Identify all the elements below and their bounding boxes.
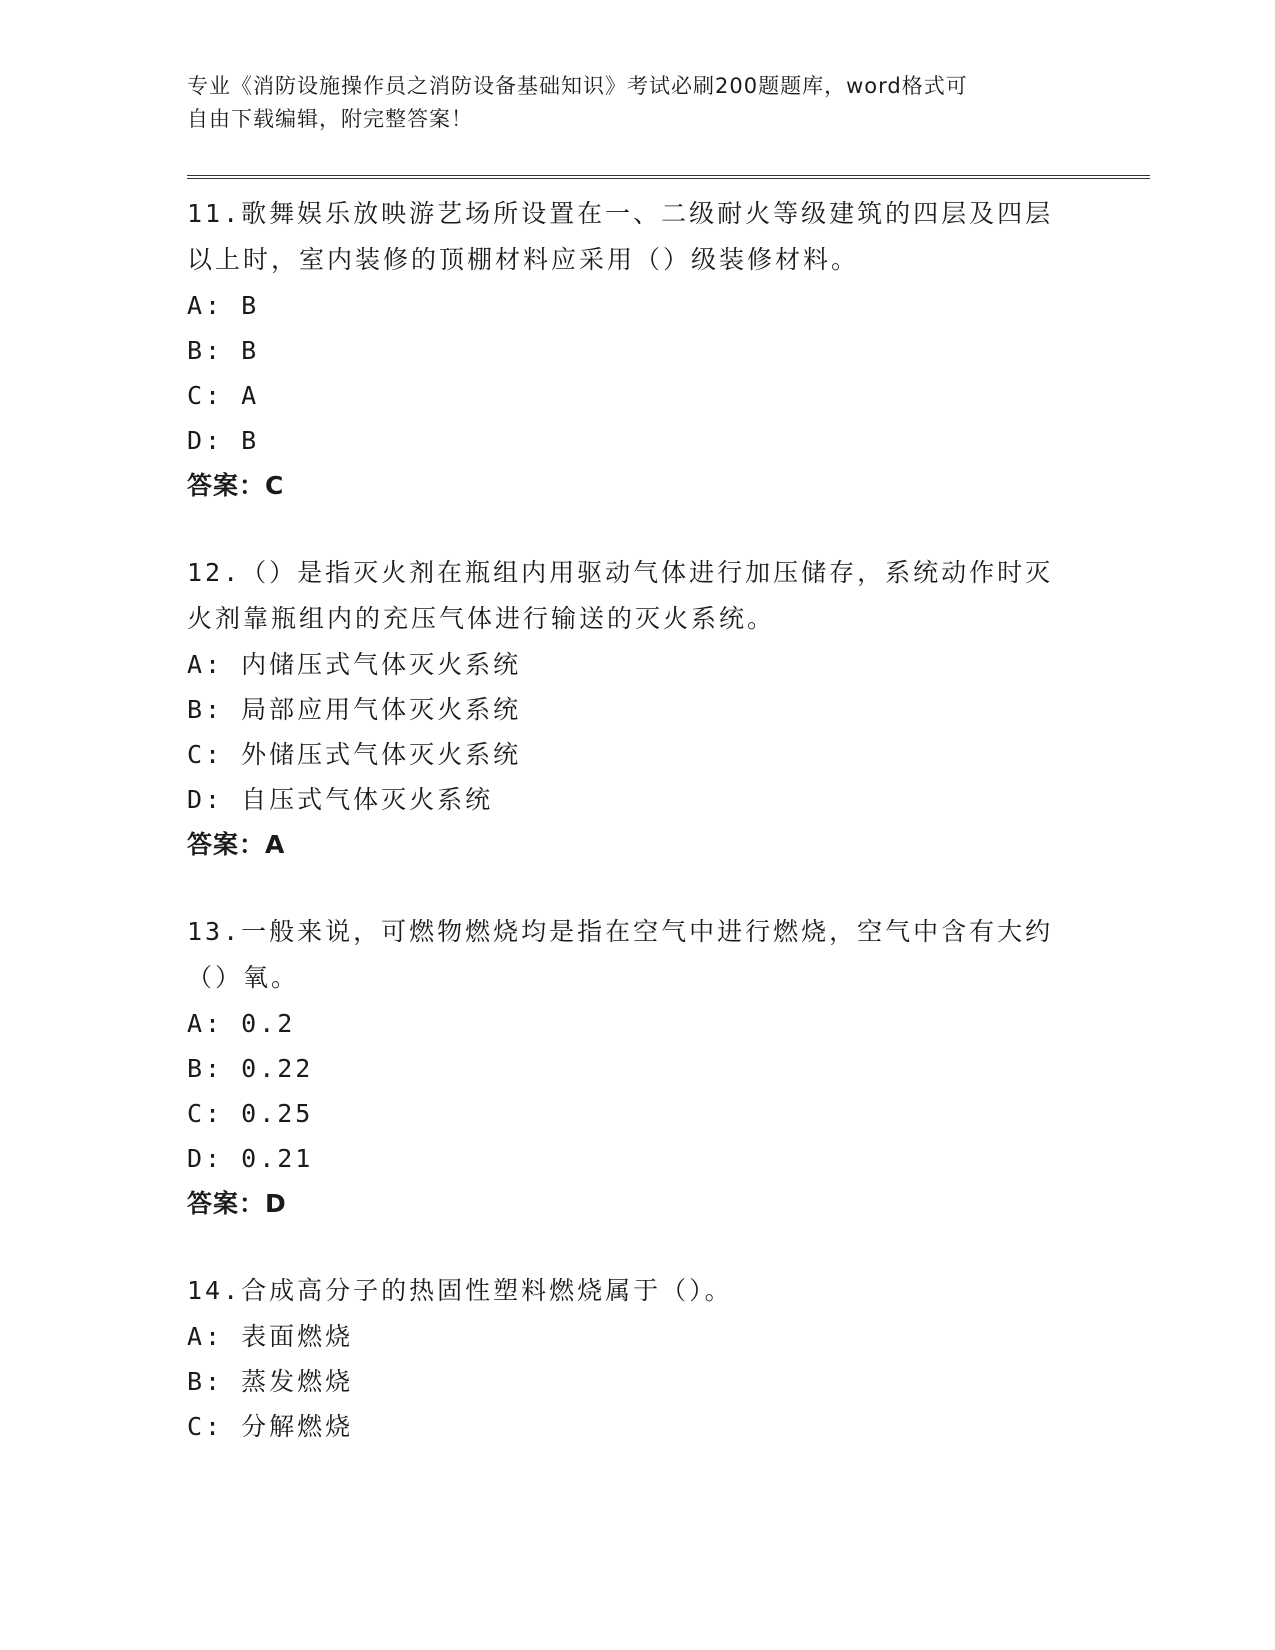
option-b: B: 蒸发燃烧: [187, 1367, 354, 1396]
question-11: [187, 191, 1087, 508]
option-c: C: 外储压式气体灭火系统: [187, 740, 522, 769]
question-stem: 13.一般来说，可燃物燃烧均是指在空气中进行燃烧，空气中含有大约: [187, 917, 1054, 946]
answer: 答案：A: [187, 830, 286, 859]
option-d: D: B: [187, 426, 260, 455]
answer: 答案：D: [187, 1189, 287, 1218]
question-14: [187, 1268, 1087, 1449]
option-a: A: 0.2: [187, 1009, 296, 1038]
document-page: [187, 70, 1087, 1449]
question-stem: 火剂靠瓶组内的充压气体进行输送的灭火系统。: [187, 604, 776, 633]
document-header: [187, 70, 1087, 136]
header-line: 专业《消防设施操作员之消防设备基础知识》考试必刷200题题库，word格式可: [187, 74, 968, 98]
question-stem: 12.（）是指灭火剂在瓶组内用驱动气体进行加压储存，系统动作时灭: [187, 558, 1054, 587]
option-d: D: 0.21: [187, 1144, 314, 1173]
question-stem: 11.歌舞娱乐放映游艺场所设置在一、二级耐火等级建筑的四层及四层: [187, 199, 1054, 228]
question-12: [187, 550, 1087, 867]
option-b: B: 0.22: [187, 1054, 314, 1083]
option-b: B: 局部应用气体灭火系统: [187, 695, 522, 724]
question-stem: 以上时，室内装修的顶棚材料应采用（）级装修材料。: [187, 245, 860, 274]
option-b: B: B: [187, 336, 260, 365]
option-a: A: 表面燃烧: [187, 1322, 354, 1351]
option-d: D: 自压式气体灭火系统: [187, 785, 494, 814]
option-a: A: B: [187, 291, 260, 320]
option-c: C: A: [187, 381, 260, 410]
answer: 答案：C: [187, 471, 285, 500]
option-c: C: 0.25: [187, 1099, 314, 1128]
question-stem: （）氧。: [187, 963, 300, 992]
question-13: [187, 909, 1087, 1226]
header-divider: [187, 175, 1150, 179]
question-stem: 14.合成高分子的热固性塑料燃烧属于（）。: [187, 1276, 733, 1305]
header-line: 自由下载编辑，附完整答案！: [187, 107, 473, 131]
option-c: C: 分解燃烧: [187, 1412, 354, 1441]
option-a: A: 内储压式气体灭火系统: [187, 650, 522, 679]
